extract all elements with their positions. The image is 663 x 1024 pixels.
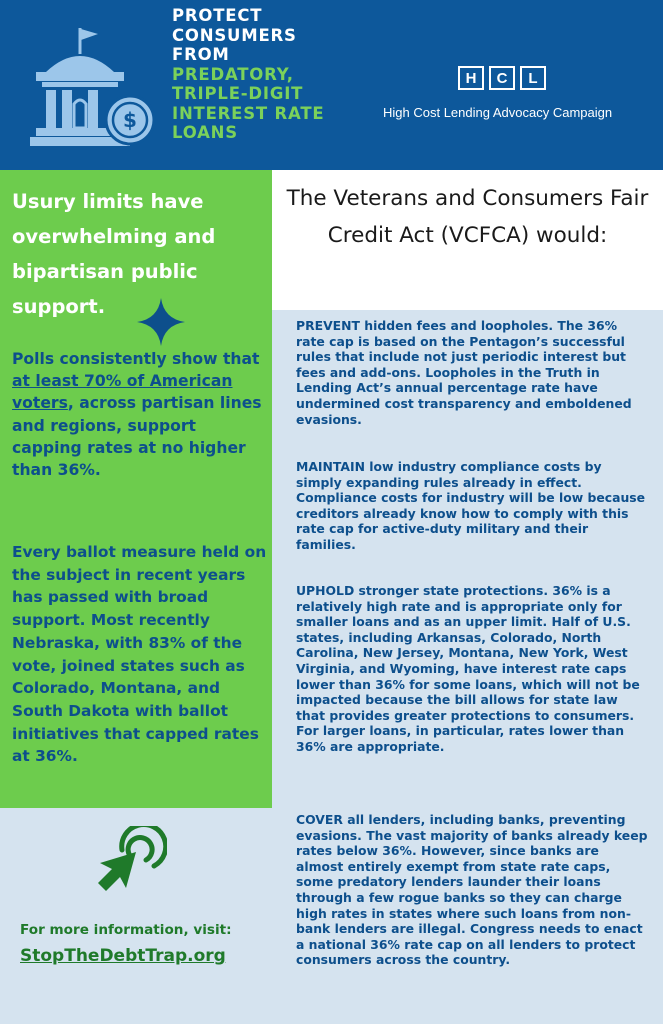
headline-line-green: INTEREST RATE [172, 103, 325, 123]
prevent-paragraph [296, 318, 648, 427]
hcl-caption: High Cost Lending Advocacy Campaign [383, 105, 613, 120]
paragraph-lead: PREVENT [296, 318, 360, 333]
cover-paragraph [296, 812, 648, 968]
usury-heading: Usury limits have overwhelming and bipartisan public support. [12, 190, 216, 318]
hcl-letter: C [489, 66, 515, 90]
paragraph-lead: UPHOLD [296, 583, 355, 598]
hcl-letter: L [520, 66, 546, 90]
sparkle-icon [136, 297, 186, 347]
maintain-paragraph [296, 459, 648, 553]
paragraph-body: hidden fees and loopholes. The 36% rate cap is based on the Pentagon’s successful rules that include not just periodic interest but fees and add-ons. Loopholes in the Truth in Lending Act’s annual percentage rate have undermined cost transparency and emboldened evasions. [296, 318, 632, 427]
act-title: The Veterans and Consumers Fair Credit Act (VCFCA) would: [286, 186, 649, 248]
ballot-paragraph: Every ballot measure held on the subject in recent years has passed with broad support. Most recently Nebraska, with 83% of the vote, joined states such as Colorado, Montana, and South Dakota with ballot initiatives that capped rates at 36%. [12, 543, 267, 766]
svg-text:$: $ [123, 108, 137, 132]
paragraph-body: all lenders, including banks, preventing evasions. The vast majority of banks already keep rates below 36%. However, since banks are almost entirely exempt from state rate caps, some predatory lenders launder their loans through a few rogue banks so they can charge high rates in states where such loans from non-bank lenders are illegal. Congress needs to enact a national 36% rate cap on all lenders to protect consumers across the country. [296, 812, 648, 968]
polls-text: Polls consistently show that [12, 350, 260, 368]
bank-building-icon [22, 24, 162, 154]
dollar-coin-icon [106, 96, 154, 144]
flag-icon [80, 28, 98, 54]
headline [172, 6, 372, 143]
headline-line-green: LOANS [172, 123, 238, 142]
paragraph-lead: MAINTAIN [296, 459, 365, 474]
uphold-paragraph [296, 583, 648, 755]
headline-line: FROM [172, 45, 230, 64]
polls-text: , across partisan lines and regions, support capping rates at no higher than 36%. [12, 394, 262, 480]
headline-line-green: TRIPLE-DIGIT [172, 84, 304, 103]
headline-line: CONSUMERS [172, 25, 297, 45]
polls-paragraph [12, 348, 270, 481]
hcl-letter: H [458, 66, 484, 90]
headline-line-green: PREDATORY, [172, 64, 294, 84]
website-link[interactable]: StopTheDebtTrap.org [20, 946, 226, 966]
click-cursor-icon [92, 826, 167, 896]
paragraph-body: stronger state protections. 36% is a relatively high rate and is appropriate only for smaller loans and as an upper limit. Half of U.S. states, including Arkansas, Colorado, North Carolina, New Jersey, Montana, New York, West Virginia, and Wyoming, have interest rate caps lower than 36% for some loans, which will not be impacted because the bill allows for state law that provides greater protections to consumers. For larger loans, in particular, rates lower than 36% are appropriate. [296, 583, 640, 754]
paragraph-body: low industry compliance costs by simply expanding rules already in effect. Compliance costs for industry will be low because creditors already know how to comply with this rate cap for active-duty military and their families. [296, 459, 646, 552]
polls-link-text: at least 70% of American voters [12, 372, 233, 413]
more-info-label: For more information, visit: [20, 922, 232, 938]
hcl-logo [458, 66, 546, 90]
paragraph-lead: COVER [296, 812, 343, 827]
headline-line: PROTECT [172, 6, 263, 25]
